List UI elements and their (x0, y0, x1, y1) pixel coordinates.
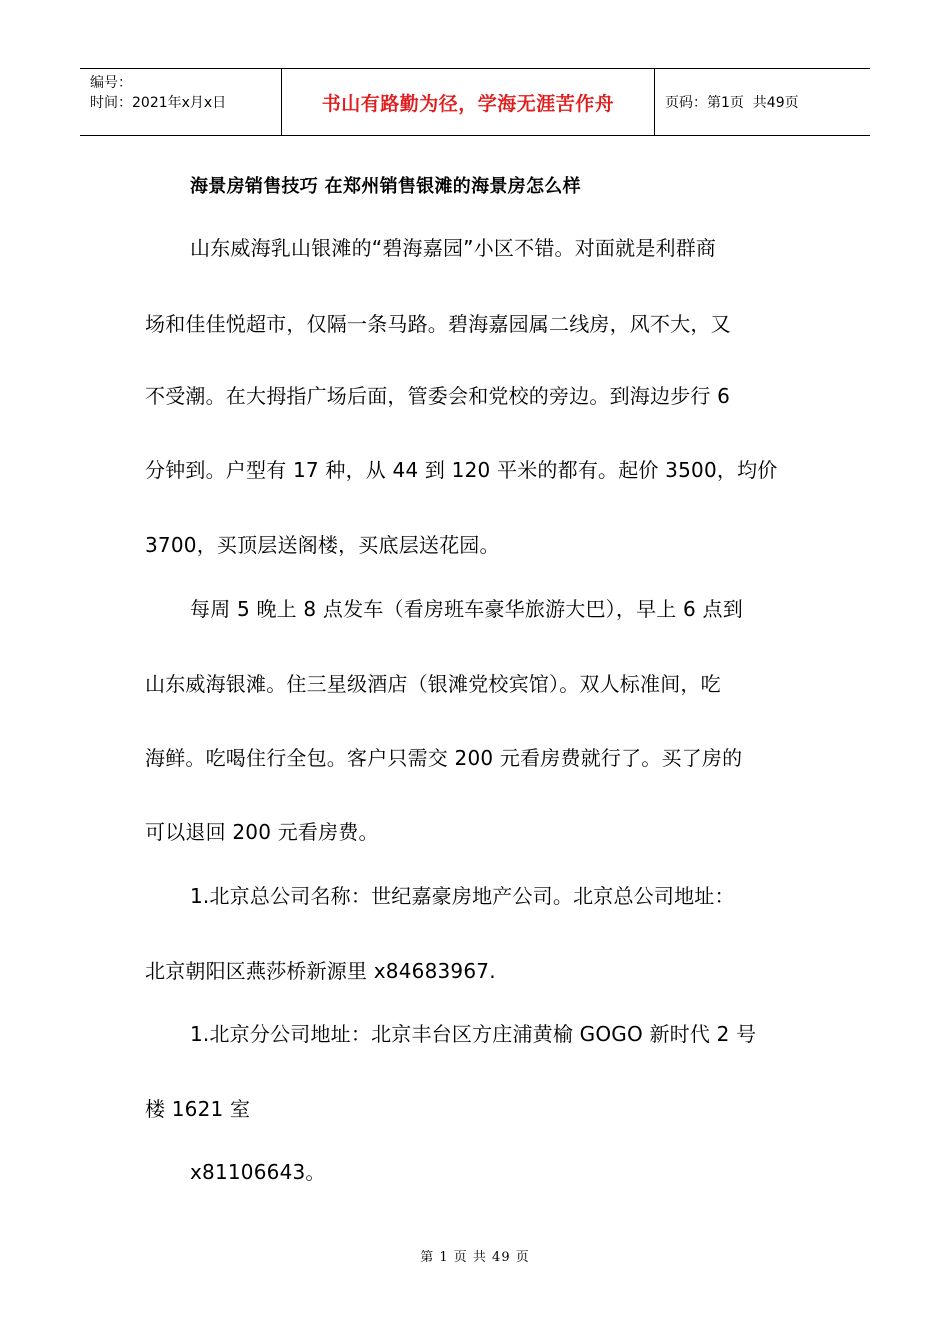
date-label: 时间：2021年x月x日 (90, 95, 227, 111)
body-line: 每周 5 晚上 8 点发车（看房班车豪华旅游大巴），早上 6 点到 (190, 597, 743, 621)
body-line: 3700，买顶层送阁楼，买底层送花园。 (145, 533, 500, 557)
body-line: 海鲜。吃喝住行全包。客户只需交 200 元看房费就行了。买了房的 (145, 746, 743, 770)
header-meta (80, 69, 282, 135)
body-line: 场和佳佳悦超市，仅隔一条马路。碧海嘉园属二线房，风不大，又 (145, 312, 731, 336)
body-line: 山东威海乳山银滩的“碧海嘉园”小区不错。对面就是利群商 (190, 236, 717, 260)
page-info-text: 页码：第1页 共49页 (665, 95, 799, 111)
body-line: x81106643。 (190, 1160, 326, 1184)
page-footer: 第 1 页 共 49 页 (420, 1250, 530, 1265)
header-page-info (655, 69, 870, 135)
body-line: 1.北京分公司地址：北京丰台区方庄浦黄榆 GOGO 新时代 2 号 (190, 1022, 757, 1046)
body-line: 分钟到。户型有 17 种，从 44 到 120 平米的都有。起价 3500，均价 (145, 458, 778, 482)
page-header (80, 68, 870, 136)
motto-text: 书山有路勤为径，学海无涯苦作舟 (321, 92, 615, 115)
body-line: 不受潮。在大拇指广场后面，管委会和党校的旁边。到海边步行 6 (145, 384, 731, 408)
body-line: 北京朝阳区燕莎桥新源里 x84683967. (145, 959, 496, 983)
serial-label: 编号： (90, 75, 132, 91)
body-line: 楼 1621 室 (145, 1097, 251, 1121)
body-line: 山东威海银滩。住三星级酒店（银滩党校宾馆）。双人标准间，吃 (145, 672, 721, 696)
document-title: 海景房销售技巧 在郑州销售银滩的海景房怎么样 (190, 176, 581, 197)
body-line: 1.北京总公司名称：世纪嘉豪房地产公司。北京总公司地址： (190, 884, 735, 908)
header-motto (282, 69, 655, 135)
body-line: 可以退回 200 元看房费。 (145, 820, 379, 844)
